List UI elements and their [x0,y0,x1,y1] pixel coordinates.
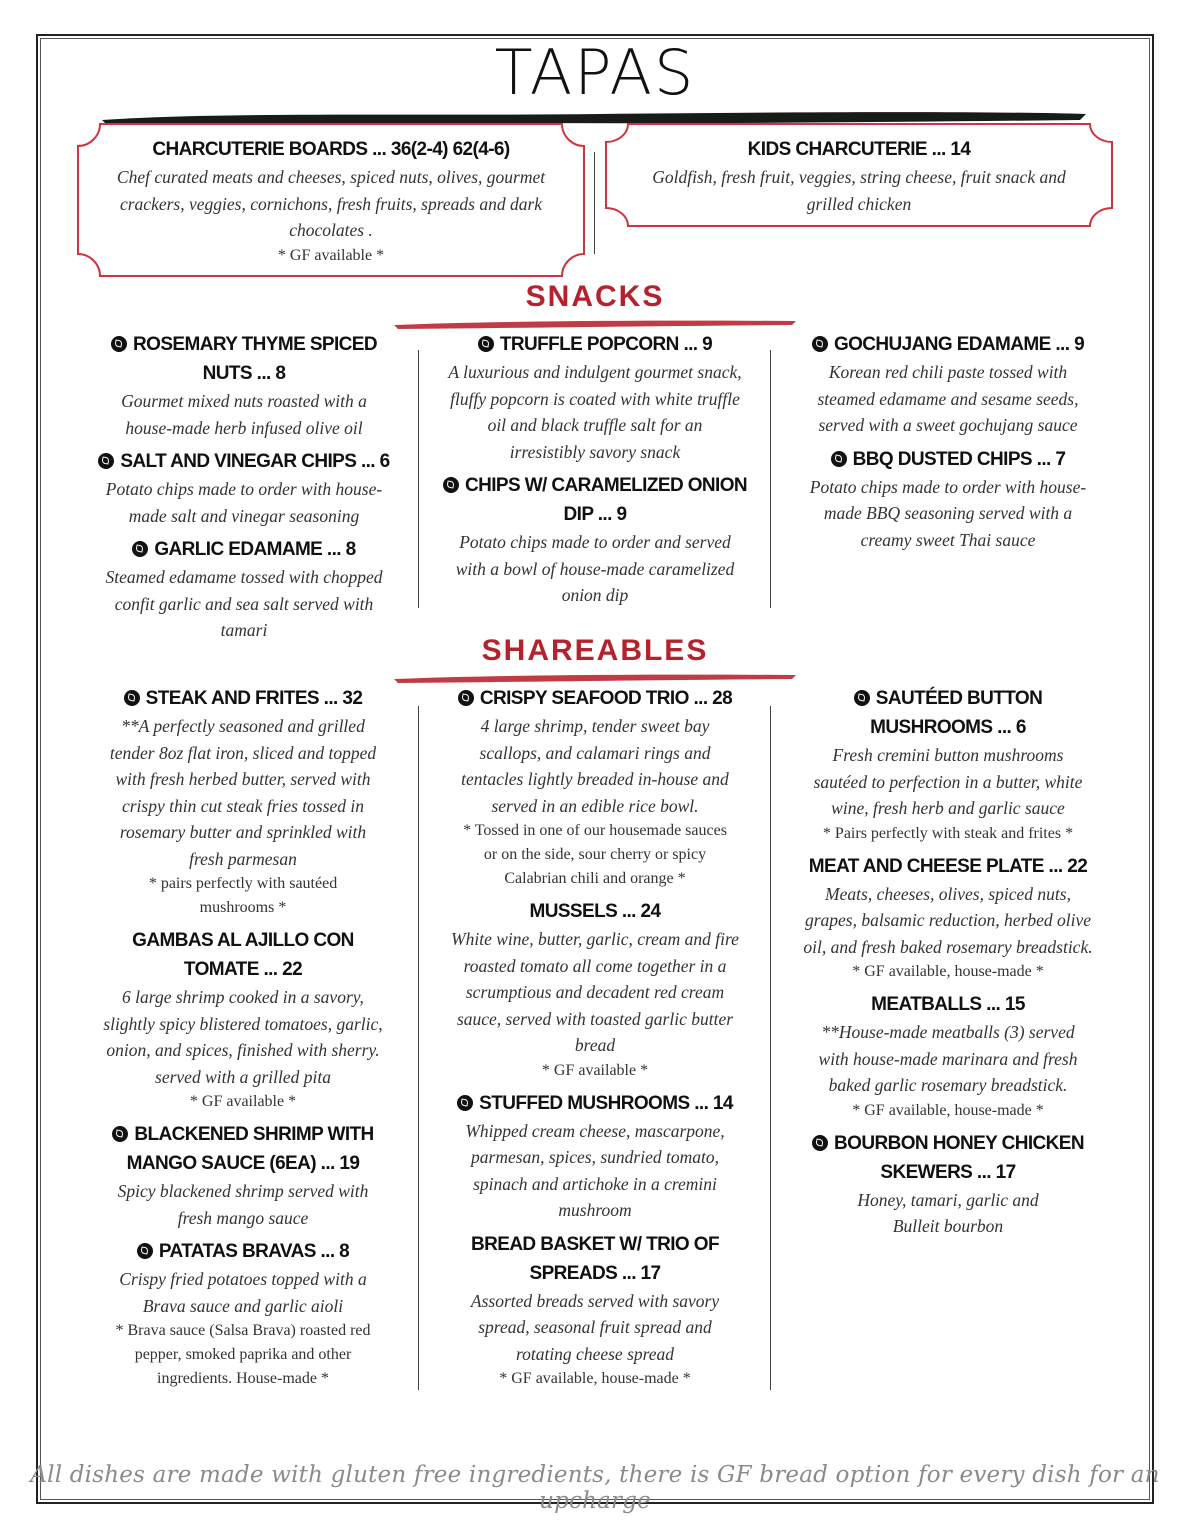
kids-desc: Goldfish, fresh fruit, veggies, string cheese, fruit snack and grilled chicken [652,167,1066,214]
shareables-divider-1 [418,706,419,1390]
snacks-col-3 [792,330,1104,559]
vegetarian-leaf-icon [137,1243,153,1259]
menu-item [96,1120,390,1231]
menu-item [96,684,390,920]
item-desc: Gourmet mixed nuts roasted with a house-made herb infused olive oil [121,391,367,438]
item-desc: **A perfectly seasoned and grilled tender 8oz flat iron, sliced and topped with fresh herbed butter, served with crispy thin cut steak fries tossed in rosemary butter and sprinkled with fresh parmesan [109,716,377,869]
menu-item [792,684,1104,846]
shareables-brush-stroke [392,672,800,684]
item-name: GAMBAS AL AJILLO CON TOMATE ... 22 [132,930,354,980]
item-note: * GF available * [189,1093,297,1110]
item-name: MUSSELS ... 24 [529,901,661,922]
item-name: MEATBALLS ... 15 [871,994,1025,1015]
item-name: GARLIC EDAMAME ... 8 [154,539,356,560]
kids-name: KIDS CHARCUTERIE ... 14 [747,139,971,160]
item-name: ROSEMARY THYME SPICED NUTS ... 8 [133,334,377,384]
item-name: BREAD BASKET W/ TRIO OF SPREADS ... 17 [471,1233,719,1284]
menu-item [438,471,752,609]
shareables-col-3 [792,684,1104,1246]
charcuterie-desc: Chef curated meats and cheeses, spiced nuts, olives, gourmet crackers, veggies, cornichons, fresh fruits, spreads and dark chocolates . [116,167,546,240]
item-name: BLACKENED SHRIMP WITH MANGO SAUCE (6EA) ... 19 [126,1124,374,1174]
vegetarian-leaf-icon [98,453,114,469]
menu-item [86,330,402,441]
item-name: SALT AND VINEGAR CHIPS ... 6 [120,451,390,472]
item-desc: Korean red chili paste tossed with steamed edamame and sesame seeds, served with a sweet gochujang sauce [817,362,1079,435]
item-desc: Steamed edamame tossed with chopped confit garlic and sea salt served with tamari [105,567,383,640]
snacks-col-1 [86,330,402,650]
vegetarian-leaf-icon [812,1135,828,1151]
item-desc: 4 large shrimp, tender sweet bay scallops, and calamari rings and tentacles lightly breaded in-house and served in an edible rice bowl. [461,716,729,816]
item-desc: Meats, cheeses, olives, spiced nuts, grapes, balsamic reduction, herbed olive oil, and fresh baked rosemary breadstick. [803,883,1093,957]
menu-item [86,535,402,644]
charcuterie-note: * GF available * [277,246,385,264]
item-desc: Assorted breads served with savory spread, seasonal fruit spread and rotating cheese spread [470,1290,720,1364]
menu-item [438,330,752,465]
item-note: * pairs perfectly with sautéed mushrooms * [148,875,338,916]
item-note: * Brava sauce (Salsa Brava) roasted red pepper, smoked paprika and other ingredients. House-made * [115,1322,371,1387]
menu-item [86,447,402,529]
charcuterie-name: CHARCUTERIE BOARDS ... 36(2-4) 62(4-6) [152,139,510,160]
item-note: * Pairs perfectly with steak and frites * [822,824,1074,842]
menu-item [444,1230,746,1392]
item-desc: 6 large shrimp cooked in a savory, slightly spicy blistered tomatoes, garlic, onion, and spices, finished with sherry. served with a grilled pita [103,987,383,1087]
item-name: PATATAS BRAVAS ... 8 [158,1241,350,1262]
shareables-divider-2 [770,706,771,1390]
item-note: * GF available * [541,1061,649,1079]
item-name: CRISPY SEAFOOD TRIO ... 28 [479,688,733,709]
item-name: STUFFED MUSHROOMS ... 14 [479,1092,733,1114]
item-note: * Tossed in one of our housemade sauces or on the side, sour cherry or spicy Calabrian chili and orange * [463,822,727,887]
item-desc: Potato chips made to order with house-made BBQ seasoning served with a creamy sweet Thai sauce [809,476,1087,550]
menu-item [96,926,390,1114]
item-desc: Potato chips made to order with house-made salt and vinegar seasoning [105,479,383,526]
charcuterie-box [76,122,586,278]
menu-title: TAPAS [494,36,696,109]
vegetarian-leaf-icon [458,690,474,706]
shareables-heading: SHAREABLES [481,634,709,667]
item-name: BOURBON HONEY CHICKEN SKEWERS ... 17 [834,1132,1084,1183]
menu-item [792,330,1104,439]
snacks-divider-2 [770,350,771,608]
snacks-divider-1 [418,350,419,608]
item-desc: Fresh cremini button mushrooms sautéed to perfection in a butter, white wine, fresh herb and garlic sauce [813,745,1083,818]
item-note: * GF available, house-made * [852,963,1044,980]
item-desc: Potato chips made to order and served with a bowl of house-made caramelized onion dip [455,532,735,605]
menu-item [792,852,1104,985]
shareables-col-2 [444,684,746,1397]
menu-item [792,1129,1104,1240]
gluten-free-footer: All dishes are made with gluten free ingredients, there is GF bread option for every dish for an upcharge [30,1462,1160,1514]
item-name: SAUTÉED BUTTON MUSHROOMS ... 6 [870,688,1043,738]
snacks-brush-stroke [392,318,800,330]
vegetarian-leaf-icon [443,477,459,493]
shareables-col-1 [96,684,390,1397]
menu-item [792,990,1104,1123]
menu-item [444,684,746,891]
item-name: STEAK AND FRITES ... 32 [145,688,363,709]
item-note: * GF available, house-made * [499,1370,691,1387]
item-name: CHIPS W/ CARAMELIZED ONION DIP ... 9 [464,475,748,525]
menu-item [96,1237,390,1391]
vegetarian-leaf-icon [854,690,870,706]
item-desc: Crispy fried potatoes topped with a Brava sauce and garlic aioli [119,1269,367,1316]
vegetarian-leaf-icon [112,1126,128,1142]
item-desc: A luxurious and indulgent gourmet snack, fluffy popcorn is coated with white truffle oil and black truffle salt for an irresistibly savory snack [448,362,742,462]
menu-item [792,445,1104,554]
vegetarian-leaf-icon [831,451,847,467]
item-desc: White wine, butter, garlic, cream and fire roasted tomato all come together in a scrumptious and decadent red cream sauce, served with toasted garlic butter bread [451,929,739,1055]
vegetarian-leaf-icon [124,690,140,706]
vegetarian-leaf-icon [478,336,494,352]
kids-box [604,122,1114,228]
item-name: GOCHUJANG EDAMAME ... 9 [833,334,1085,355]
snacks-col-2 [438,330,752,615]
item-desc: Spicy blackened shrimp served with fresh mango sauce [117,1181,369,1228]
vegetarian-leaf-icon [812,336,828,352]
menu-item [444,897,746,1083]
snacks-heading: SNACKS [525,280,665,313]
item-name: BBQ DUSTED CHIPS ... 7 [852,448,1066,470]
vegetarian-leaf-icon [457,1095,473,1111]
vegetarian-leaf-icon [111,336,127,352]
item-desc: Whipped cream cheese, mascarpone, parmesan, spices, sundried tomato, spinach and artichoke in a cremini mushroom [465,1120,725,1220]
item-name: MEAT AND CHEESE PLATE ... 22 [808,855,1088,877]
item-desc: Honey, tamari, garlic and Bulleit bourbon [857,1189,1039,1236]
box-divider [594,152,595,254]
item-note: * GF available, house-made * [852,1101,1044,1119]
menu-item [444,1089,746,1224]
vegetarian-leaf-icon [132,541,148,557]
item-desc: **House-made meatballs (3) served with house-made marinara and fresh baked garlic rosemary breadstick. [818,1022,1078,1095]
item-name: TRUFFLE POPCORN ... 9 [499,334,713,355]
